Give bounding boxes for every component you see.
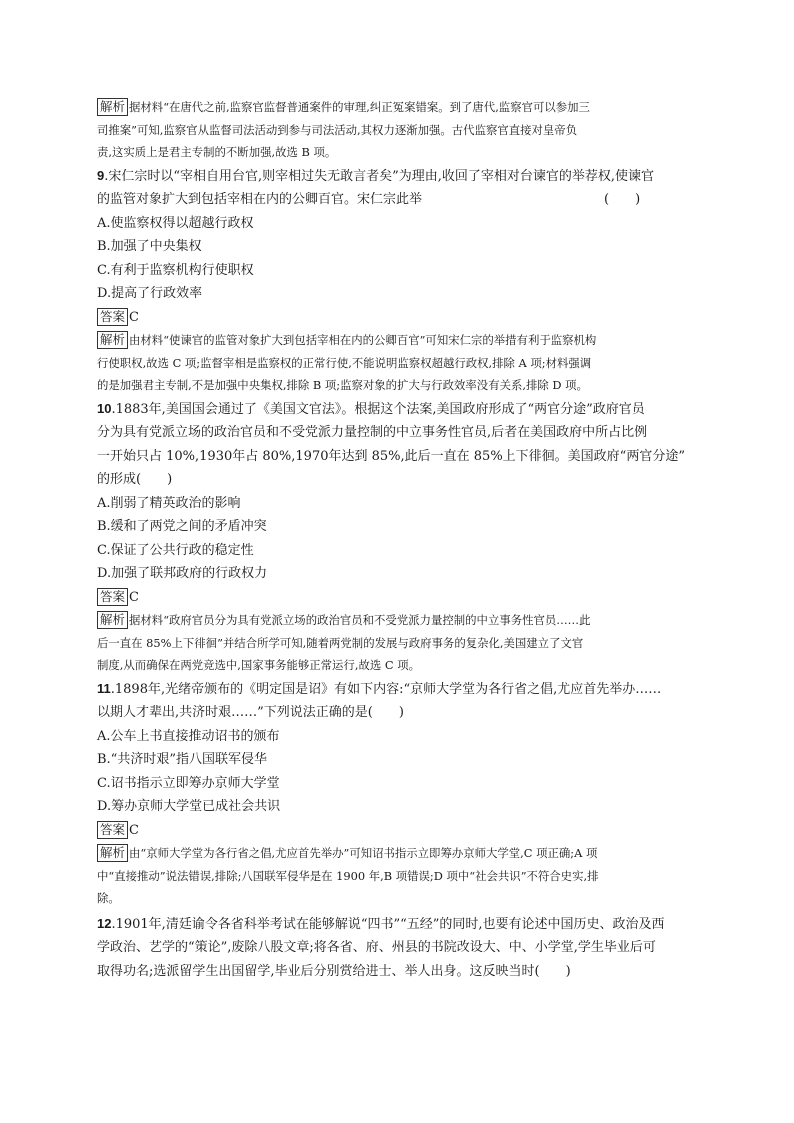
option-c: C.保证了公共行政的稳定性 (97, 542, 254, 558)
question-stem-line: 取得功名;选派留学生出国留学,毕业后分别赏给进士、举人出身。这反映当时( ) (97, 963, 571, 979)
option-b: B.缓和了两党之间的矛盾冲突 (97, 519, 267, 534)
explanation-line: 解析 据材料“在唐代之前,监察官监督普通案件的审理,纠正冤案错案。到了唐代,监察官可以参加三 (97, 96, 701, 119)
explanation-tag: 解析 (97, 844, 128, 862)
question-stem-line: 11.1898年,光绪帝颁布的《明定国是诏》有如下内容:“京师大学堂为各行省之倡,尤应首先举办…… (97, 680, 662, 697)
explanation-line: 解析 由材料“使谏官的监管对象扩大到包括宰相在内的公卿百官”可知宋仁宗的举措有利于监察机构 (97, 329, 701, 352)
explanation-line: 除。 (97, 891, 120, 905)
question-stem-line: 分为具有党派立场的政治官员和不受党派力量控制的中立事务性官员,后者在美国政府中所占比例 (97, 425, 648, 440)
explanation-line: 中“直接推动”说法错误,排除;八国联军侵华是在 1900 年,B 项错误;D 项中“社会共识”不符合史实,排 (97, 868, 599, 883)
question-stem-line: 以期人才辈出,共济时艰……”下列说法正确的是( ) (97, 705, 404, 720)
option-a: A.使监察权得以超越行政权 (97, 215, 254, 231)
option-b: B.“共济时艰”指八国联军侵华 (97, 752, 267, 767)
explanation-tag: 解析 (97, 611, 128, 629)
option-d: D.提高了行政效率 (97, 286, 203, 301)
question-stem-line: 12.1901年,清廷谕令各省科举考试在能够解说“四书”“五经”的同时,也要有论述中国历史、政治及西 (97, 915, 665, 932)
question-number: 11 (97, 680, 111, 696)
answer-line (97, 306, 701, 330)
question-stem-line: 的形成( ) (97, 472, 173, 487)
explanation-line: 解析 由“京师大学堂为各行省之倡,尤应首先举办”可知诏书指示立即筹办京师大学堂,C 项正确;A 项 (97, 842, 701, 865)
option-c: C.有利于监察机构行使职权 (97, 262, 254, 278)
question-stem-line: 9.宋仁宗时以“宰相自用台官,则宰相过失无敢言者矣”为理由,收回了宰相对台谏官的举荐权,使谏官 (97, 167, 655, 184)
option-b: B.加强了中央集权 (97, 239, 202, 254)
explanation-tag: 解析 (97, 331, 128, 349)
answer-value: C (129, 309, 139, 325)
question-stem-line: 的监管对象扩大到包括宰相在内的公卿百官。宋仁宗此举 ( ) (97, 192, 641, 207)
question-number: 12 (97, 915, 112, 931)
question-10 (97, 397, 701, 677)
question-stem-line: 学政治、艺学的“策论”,废除八股文章;将各省、府、州县的书院改设大、中、小学堂,学生毕业后可 (97, 940, 656, 955)
explanation-line: 后一直在 85%上下徘徊”并结合所学可知,随着两党制的发展与政府事务的复杂化,美国建立了文官 (97, 635, 584, 650)
option-a: A.削弱了精英政治的影响 (97, 495, 241, 511)
explanation-line: 行使职权,故选 C 项;监督宰相是监察权的正常行使,不能说明监察权超越行政权,排除 A 项;材料强调 (97, 355, 592, 370)
question-number: 10 (97, 400, 112, 416)
option-d: D.加强了联邦政府的行政权力 (97, 566, 268, 581)
question-9 (97, 164, 701, 397)
explanation-line: 的是加强君主专制,不是加强中央集权,排除 B 项;监察对象的扩大与行政效率没有关系,排除 D 项。 (97, 378, 588, 392)
answer-line (97, 586, 701, 610)
explanation-line: 解析 据材料“政府官员分为具有党派立场的政治官员和不受党派力量控制的中立事务性官员……此 (97, 609, 701, 632)
question-number: 9 (97, 167, 105, 183)
option-a: A.公车上书直接推动诏书的颁布 (97, 728, 280, 744)
explanation-tag: 解析 (97, 98, 128, 116)
explanation-q8 (97, 96, 701, 164)
answer-line (97, 819, 701, 843)
question-stem-line: 一开始只占 10%,1930年占 80%,1970年达到 85%,此后一直在 85%上下徘徊。美国政府“两官分途” (97, 448, 685, 464)
option-d: D.筹办京师大学堂已成社会共识 (97, 799, 281, 814)
option-c: C.诏书指示立即筹办京师大学堂 (97, 775, 280, 791)
answer-tag: 答案 (97, 588, 128, 606)
explanation-line: 制度,从而确保在两党竞选中,国家事务能够正常运行,故选 C 项。 (97, 658, 420, 672)
answer-value: C (129, 589, 139, 605)
question-stem-line: 10.1883年,美国国会通过了《美国文官法》。根据这个法案,美国政府形成了“两官分途”政府官员 (97, 400, 645, 417)
question-11 (97, 677, 701, 910)
question-12 (97, 912, 701, 984)
answer-tag: 答案 (97, 308, 128, 326)
document-page (97, 96, 701, 983)
explanation-line: 责,这实质上是君主专制的不断加强,故选 B 项。 (97, 145, 337, 159)
answer-value: C (129, 822, 139, 838)
explanation-line: 司推案”可知,监察官从监督司法活动到参与司法活动,其权力逐渐加强。古代监察官直接对皇帝负 (97, 122, 578, 137)
answer-tag: 答案 (97, 821, 128, 839)
